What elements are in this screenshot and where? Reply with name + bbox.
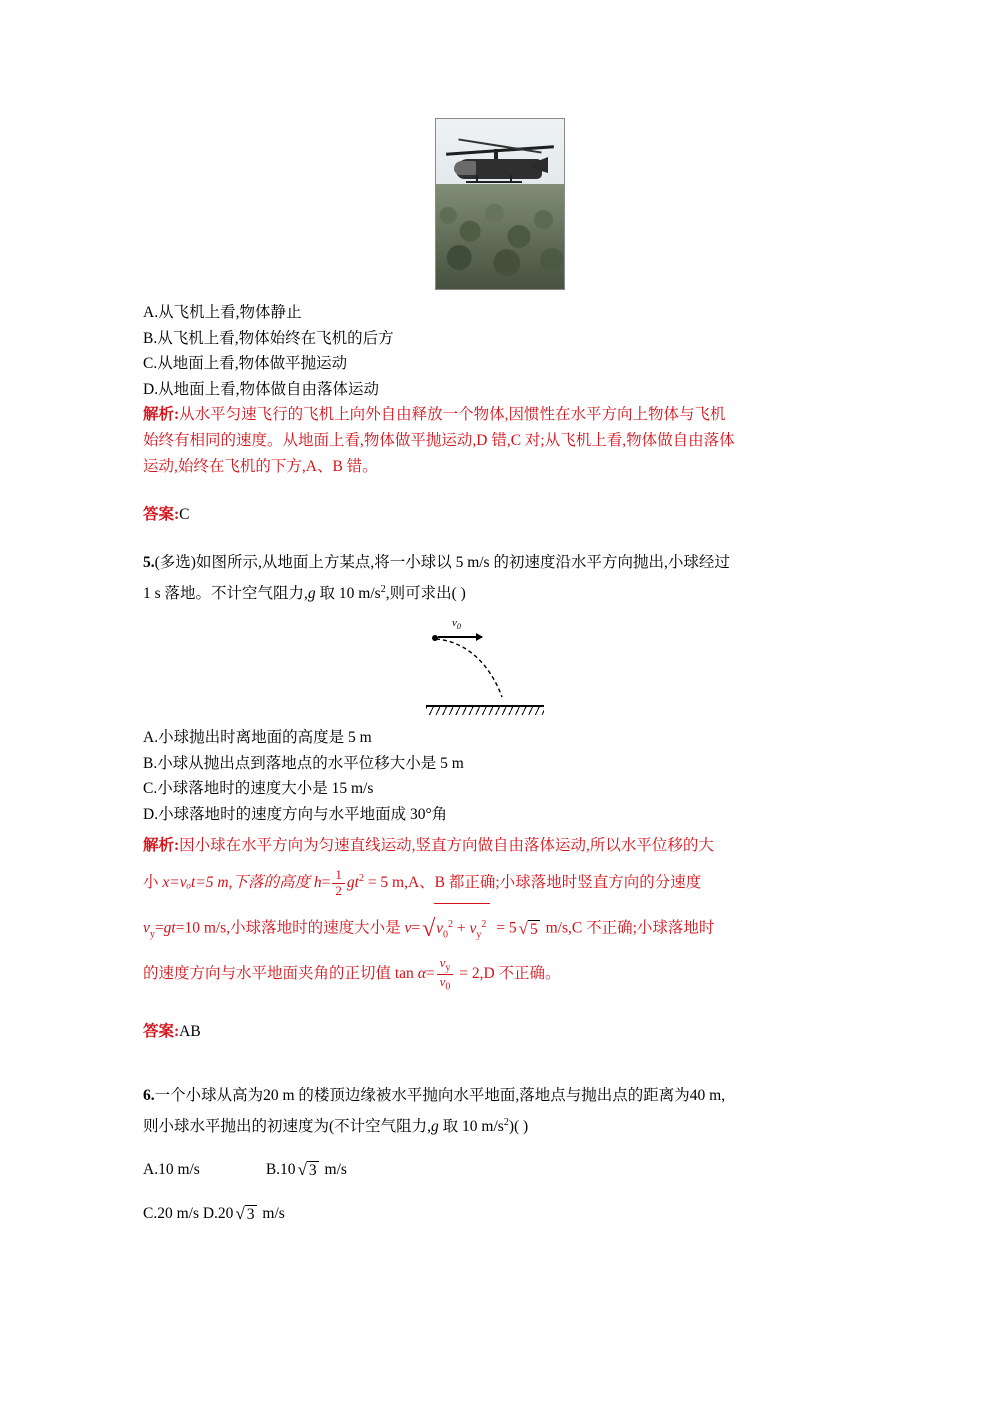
q6-option-c: C.20 m/s (143, 1204, 203, 1222)
q5-math2-eq3: = (411, 920, 421, 937)
q4-option-d: D.从地面上看,物体做自由落体运动 (143, 380, 379, 398)
q5-stem-line2-a: 1 s 落地。不计空气阻力, (143, 585, 308, 603)
q5-stem-sup: 2 (380, 584, 386, 595)
q5-math2-eq2: =10 m/s,小球落地时的速度大小是 (175, 920, 405, 937)
q4-answer (143, 502, 857, 528)
q5-analysis-line-1: 因小球在水平方向为匀速直线运动,竖直方向做自由落体运动,所以水平位移的大 (179, 837, 714, 855)
q5-answer-value: AB (179, 1023, 201, 1041)
q5-option-b: B.小球从抛出点到落地点的水平位移大小是 5 m (143, 754, 464, 772)
q5-math1-eq: = (321, 874, 331, 892)
q6-stem-g: g (431, 1118, 439, 1136)
q5-math-line-1 (143, 859, 857, 903)
trajectory-curve-icon (410, 615, 590, 715)
q6-option-d-post: m/s (258, 1204, 285, 1222)
q5-math2-sqrt: √ $v_0^2 + v_y^2$ (422, 903, 490, 955)
q4-analysis-line-1: 从水平匀速飞行的飞机上向外自由释放一个物体,因惯性在水平方向上物体与飞机 (179, 406, 726, 423)
q5-math1-sup: 2 (358, 873, 364, 885)
helicopter-skid-strut-left-icon (476, 175, 478, 183)
q6-option-d-root: √ 3 (235, 1204, 255, 1224)
v0-label: $v_0$ (452, 617, 461, 632)
q5-math3-fraction: $\frac{v_y}{v_0}$ (437, 956, 454, 993)
q6-option-b-pre: B.10 (265, 1160, 296, 1178)
q5-answer-label: 答案: (143, 1023, 180, 1041)
ground-hatching-icon (426, 707, 544, 715)
q5-analysis (143, 833, 857, 859)
q4-analysis (143, 402, 857, 480)
q5-math2-v: v (404, 920, 412, 937)
q6-option-b-post: m/s (320, 1160, 347, 1178)
q5-math3-alpha: α (417, 964, 426, 982)
forest-background (435, 184, 565, 289)
q5-math2-gt: gt (163, 920, 176, 937)
q5-stem-line2-c: ,则可求出( ) (385, 585, 466, 603)
q5-math3-eq: = (425, 964, 435, 982)
q5-stem-line2-b: 取 10 m/s (315, 585, 381, 603)
q6-stem-line2-c: )( ) (508, 1118, 529, 1136)
q4-analysis-line-3: 运动,始终在飞机的下方,A、B 错。 (143, 458, 378, 475)
q5-math2-eq4: = 5 (492, 920, 517, 937)
q6-option-a: A.10 m/s (143, 1160, 200, 1178)
q5-math1-gt: gt (346, 874, 359, 892)
q5-math2-root5: √ 5 (518, 918, 538, 938)
q5-math1-pre: 小 (143, 874, 163, 892)
q5-math-line-3 (143, 956, 857, 993)
q5-stem-g: g (307, 585, 316, 603)
q5-math2-eq1: = (154, 920, 164, 937)
q6-stem-line2-b: 取 10 m/s (438, 1118, 504, 1136)
q4-answer-label: 答案: (143, 505, 180, 523)
projectile-diagram (410, 615, 590, 715)
q5-math2-tail: m/s,C 不正确;小球落地时 (541, 920, 715, 937)
helicopter-skid-strut-right-icon (510, 175, 512, 183)
q5-math3-pre: 的速度方向与水平地面夹角的正切值 tan (143, 964, 418, 982)
q5-stem (143, 549, 857, 607)
q4-answer-value: C (179, 505, 190, 523)
q5-option-c: C.小球落地时的速度大小是 15 m/s (143, 780, 374, 798)
q6-option-b-root: √ 3 (297, 1160, 317, 1180)
q5-math1-fraction: $\frac{1}{2}$ (332, 868, 345, 899)
helicopter-photo (435, 118, 565, 290)
q5-math3-tail: = 2,D 不正确。 (455, 964, 561, 982)
q6-stem-line1: 一个小球从高为20 m 的楼顶边缘被水平抛向水平地面,落地点与抛出点的距离为40 m, (154, 1087, 726, 1105)
q4-option-b: B.从飞机上看,物体始终在飞机的后方 (143, 329, 394, 347)
q5-math2-vy-sub: y (149, 929, 155, 941)
q5-stem-line1: (多选)如图所示,从地面上方某点,将一小球以 5 m/s 的初速度沿水平方向抛出,小球经过 (154, 554, 730, 571)
q5-math2-vy: v (143, 920, 150, 937)
q4-analysis-line-2: 始终有相同的速度。从地面上看,物体做平抛运动,D 错,C 对;从飞机上看,物体做自由落体 (143, 432, 735, 449)
initial-velocity-arrow-icon (438, 636, 482, 638)
q5-option-a: A.小球抛出时离地面的高度是 5 m (143, 729, 372, 747)
q5-math-line-2 (143, 903, 857, 955)
q6-option-d-pre: D.20 (202, 1204, 234, 1222)
q5-math1-result: = 5 m,A、B 都正确;小球落地时竖直方向的分速度 (363, 874, 702, 892)
q4-analysis-label: 解析: (143, 406, 180, 423)
q5-math1-x: x=vₒt=5 m,下落的高度 (162, 874, 314, 892)
helicopter-cockpit-icon (454, 161, 476, 175)
q4-option-c: C.从地面上看,物体做平抛运动 (143, 355, 348, 372)
helicopter-skid-icon (466, 181, 522, 183)
figure-helicopter-container (143, 118, 857, 290)
q5-analysis-label: 解析: (143, 837, 180, 855)
figure-projectile-container (143, 615, 857, 715)
q5-number: 5. (143, 554, 155, 571)
q5-math1-h: h (313, 874, 322, 892)
q6-stem-sup: 2 (503, 1117, 509, 1129)
q6-stem-line2-a: 则小球水平抛出的初速度为(不计空气阻力, (143, 1118, 432, 1136)
q5-answer (143, 1018, 857, 1045)
q6-number: 6. (143, 1087, 155, 1105)
q5-option-d: D.小球落地时的速度方向与水平地面成 30°角 (143, 805, 448, 823)
q6-options-row-2 (143, 1200, 857, 1228)
q6-stem (143, 1082, 857, 1140)
q4-option-a: A.从飞机上看,物体静止 (143, 304, 302, 321)
page-content (143, 118, 857, 1244)
q6-options-row-1 (143, 1156, 857, 1184)
